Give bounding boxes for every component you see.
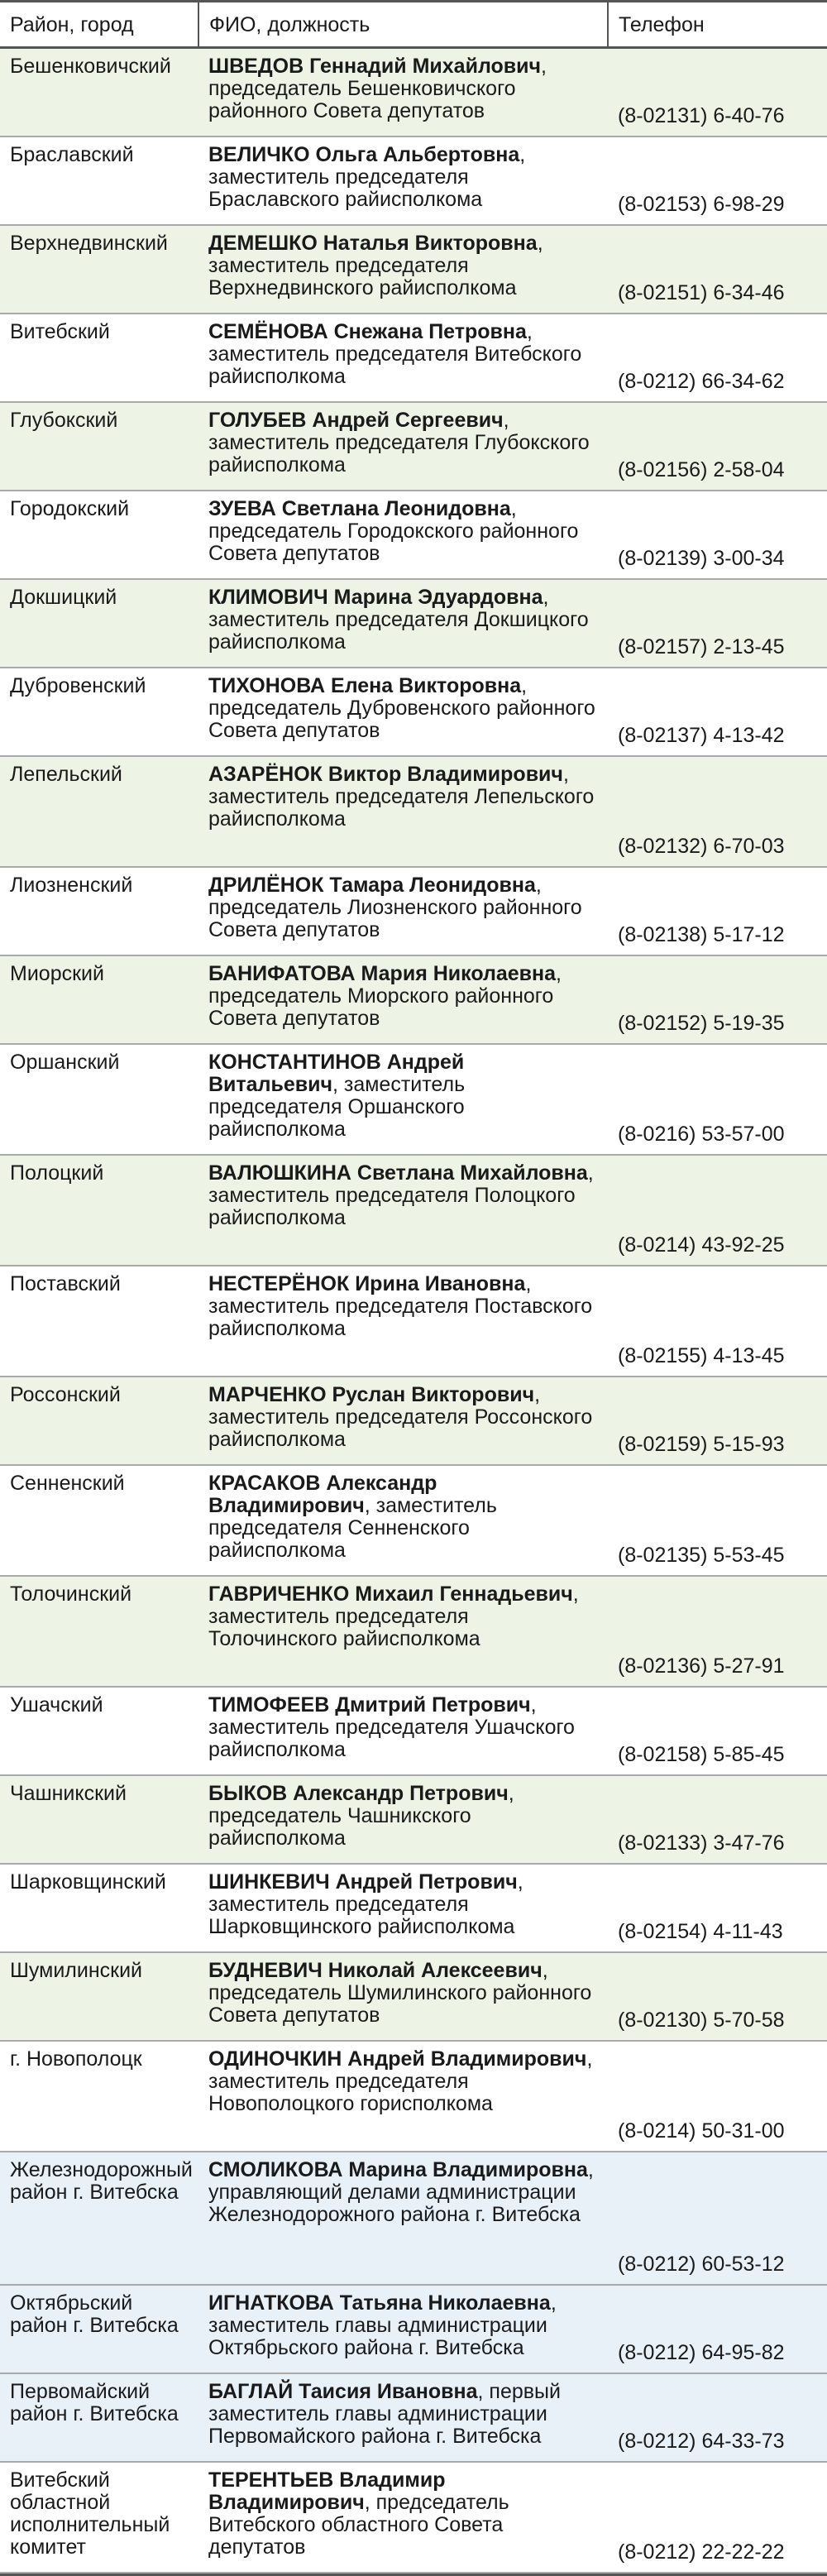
person-name: ГАВРИЧЕНКО Михаил Геннадьевич — [208, 1582, 573, 1606]
table-row — [0, 2285, 827, 2373]
table-bottom-rule — [0, 2573, 827, 2575]
person-cell — [198, 48, 608, 136]
table-row — [0, 1864, 827, 1952]
phone-cell: (8-02131) 6-40-76 — [608, 48, 827, 136]
table-row — [0, 225, 827, 314]
person-name: ИГНАТКОВА Татьяна Николаевна — [208, 2291, 551, 2315]
person-position: , заместитель председателя Ушачского райисполкома — [208, 1693, 575, 1761]
person-name: НЕСТЕРЁНОК Ирина Ивановна — [208, 1271, 526, 1295]
district-cell: Лиозненский — [0, 867, 198, 955]
district-cell: Чашникский — [0, 1775, 198, 1864]
table-row — [0, 2373, 827, 2462]
person-position: , председатель Чашникского райисполкома — [208, 1781, 514, 1850]
district-cell: Первомайский район г. Витебска — [0, 2373, 198, 2462]
district-cell: Бешенковичский — [0, 48, 198, 136]
phone-cell: (8-02139) 3-00-34 — [608, 491, 827, 579]
district-cell: Витебский — [0, 314, 198, 402]
person-name: ТИМОФЕЕВ Дмитрий Петрович — [208, 1693, 531, 1717]
person-position: , заместитель председателя Глубокского райисполкома — [208, 408, 590, 476]
district-cell: Миорский — [0, 955, 198, 1044]
phone-cell: (8-0212) 22-22-22 — [608, 2462, 827, 2573]
phone-cell: (8-02153) 6-98-29 — [608, 136, 827, 225]
person-position: , заместитель председателя Браславского райисполкома — [208, 142, 526, 211]
person-name: ЗУЕВА Светлана Леонидовна — [208, 496, 511, 520]
person-name: ОДИНОЧКИН Андрей Владимирович — [208, 2047, 587, 2071]
person-cell — [198, 1952, 608, 2041]
person-position: , председатель Городокского районного Совета депутатов — [208, 496, 579, 565]
person-name: СЕМЁНОВА Снежана Петровна — [208, 319, 527, 343]
person-position: , заместитель председателя Поставского райисполкома — [208, 1271, 593, 1340]
person-name: ШИНКЕВИЧ Андрей Петрович — [208, 1870, 518, 1894]
person-name: КЛИМОВИЧ Марина Эдуардовна — [208, 585, 543, 609]
phone-cell: (8-0212) 60-53-12 — [608, 2152, 827, 2285]
table-row — [0, 2462, 827, 2573]
person-position: , заместитель председателя Толочинского райисполкома — [208, 1582, 579, 1650]
person-cell — [198, 402, 608, 491]
table-row — [0, 1576, 827, 1687]
person-position: , заместитель председателя Полоцкого райисполкома — [208, 1161, 594, 1229]
district-cell: Верхнедвинский — [0, 225, 198, 314]
person-cell — [198, 2041, 608, 2152]
phone-cell: (8-0214) 50-31-00 — [608, 2041, 827, 2152]
person-position: , заместитель председателя Шарковщинского райисполкома — [208, 1870, 523, 1938]
person-name: ГОЛУБЕВ Андрей Сергеевич — [208, 408, 504, 432]
person-position: , председатель Витебского областного Совета депутатов — [208, 2490, 509, 2559]
person-position: , председатель Лиозненского районного Совета депутатов — [208, 873, 582, 941]
district-cell: Полоцкий — [0, 1155, 198, 1266]
district-cell: Глубокский — [0, 402, 198, 491]
phone-cell: (8-02151) 6-34-46 — [608, 225, 827, 314]
person-name: БЫКОВ Александр Петрович — [208, 1781, 509, 1805]
district-cell: Браславский — [0, 136, 198, 225]
person-cell — [198, 2462, 608, 2573]
person-cell — [198, 1465, 608, 1576]
district-cell: Дубровенский — [0, 668, 198, 756]
person-cell — [198, 1377, 608, 1465]
table-row — [0, 402, 827, 491]
column-header-district: Район, город — [0, 2, 198, 48]
person-cell — [198, 2373, 608, 2462]
person-cell — [198, 1864, 608, 1952]
person-name: ДЕМЕШКО Наталья Викторовна — [208, 231, 538, 255]
person-name: ТЕРЕНТЬЕВ Владимир Владимирович — [208, 2468, 446, 2514]
table-row — [0, 2041, 827, 2152]
person-name: КРАСАКОВ Александр Владимирович — [208, 1471, 437, 1517]
person-position: , заместитель председателя Верхнедвинского райисполкома — [208, 231, 543, 299]
person-position: , заместитель председателя Сенненского райисполкома — [208, 1493, 497, 1562]
person-name: ДРИЛЁНОК Тамара Леонидовна — [208, 873, 536, 897]
person-cell — [198, 1576, 608, 1687]
phone-cell: (8-02137) 4-13-42 — [608, 668, 827, 756]
table-row — [0, 2152, 827, 2285]
table-header — [0, 2, 827, 48]
person-position: , председатель Миорского районного Совета депутатов — [208, 961, 562, 1030]
phone-cell: (8-02158) 5-85-45 — [608, 1687, 827, 1775]
person-name: АЗАРЁНОК Виктор Владимирович — [208, 762, 563, 786]
table-row — [0, 1465, 827, 1576]
person-cell — [198, 1044, 608, 1155]
person-cell — [198, 955, 608, 1044]
person-position: , заместитель председателя Докшицкого райисполкома — [208, 585, 589, 654]
table-row — [0, 491, 827, 579]
phone-cell: (8-02136) 5-27-91 — [608, 1576, 827, 1687]
district-cell: Октябрьский район г. Витебска — [0, 2285, 198, 2373]
phone-cell: (8-02133) 3-47-76 — [608, 1775, 827, 1864]
phone-cell: (8-02132) 6-70-03 — [608, 756, 827, 867]
table-row — [0, 48, 827, 136]
district-cell: Железнодорожный район г. Витебска — [0, 2152, 198, 2285]
phone-cell: (8-02138) 5-17-12 — [608, 867, 827, 955]
person-position: , заместитель председателя Витебского райисполкома — [208, 319, 582, 388]
district-cell: Лепельский — [0, 756, 198, 867]
person-cell — [198, 668, 608, 756]
district-cell: Шарковщинский — [0, 1864, 198, 1952]
person-position: , первый заместитель главы администрации Первомайского района г. Витебска — [208, 2379, 561, 2448]
district-cell: Шумилинский — [0, 1952, 198, 2041]
phone-cell: (8-02157) 2-13-45 — [608, 579, 827, 668]
district-cell: г. Новополоцк — [0, 2041, 198, 2152]
person-name: КОНСТАНТИНОВ Андрей Витальевич — [208, 1050, 465, 1096]
district-cell: Поставский — [0, 1266, 198, 1377]
table-row — [0, 955, 827, 1044]
table-row — [0, 1266, 827, 1377]
person-cell — [198, 2152, 608, 2285]
person-cell — [198, 225, 608, 314]
phone-cell: (8-0216) 53-57-00 — [608, 1044, 827, 1155]
person-cell — [198, 1687, 608, 1775]
phone-cell: (8-0214) 43-92-25 — [608, 1155, 827, 1266]
person-cell — [198, 1775, 608, 1864]
district-cell: Ушачский — [0, 1687, 198, 1775]
person-position: , заместитель председателя Оршанского райисполкома — [208, 1072, 466, 1141]
phone-cell: (8-0212) 64-95-82 — [608, 2285, 827, 2373]
district-cell: Россонский — [0, 1377, 198, 1465]
phone-cell: (8-0212) 66-34-62 — [608, 314, 827, 402]
table-row — [0, 1775, 827, 1864]
table-body — [0, 48, 827, 2573]
person-name: ТИХОНОВА Елена Викторовна — [208, 673, 522, 697]
phone-cell: (8-02159) 5-15-93 — [608, 1377, 827, 1465]
person-name: БАГЛАЙ Таисия Ивановна — [208, 2379, 478, 2403]
table-row — [0, 756, 827, 867]
person-position: , заместитель председателя Россонского райисполкома — [208, 1382, 593, 1451]
person-name: ВЕЛИЧКО Ольга Альбертовна — [208, 142, 520, 166]
person-cell — [198, 579, 608, 668]
table-row — [0, 668, 827, 756]
table-row — [0, 1952, 827, 2041]
phone-cell: (8-02155) 4-13-45 — [608, 1266, 827, 1377]
table-row — [0, 1044, 827, 1155]
person-position: , председатель Шумилинского районного Совета депутатов — [208, 1958, 592, 2027]
district-cell: Докшицкий — [0, 579, 198, 668]
district-cell: Толочинский — [0, 1576, 198, 1687]
person-cell — [198, 136, 608, 225]
district-cell: Оршанский — [0, 1044, 198, 1155]
person-name: СМОЛИКОВА Марина Владимировна — [208, 2157, 588, 2181]
person-cell — [198, 867, 608, 955]
person-position: , управляющий делами администрации Железнодорожного района г. Витебска — [208, 2157, 594, 2226]
person-position: , заместитель председателя Лепельского райисполкома — [208, 762, 595, 831]
person-name: МАРЧЕНКО Руслан Викторович — [208, 1382, 535, 1406]
phone-cell: (8-02130) 5-70-58 — [608, 1952, 827, 2041]
phone-cell: (8-02156) 2-58-04 — [608, 402, 827, 491]
person-name: ВАЛЮШКИНА Светлана Михайловна — [208, 1161, 588, 1185]
person-cell — [198, 1155, 608, 1266]
person-cell — [198, 314, 608, 402]
person-cell — [198, 2285, 608, 2373]
table-row — [0, 579, 827, 668]
person-position: , заместитель главы администрации Октябрьского района г. Витебска — [208, 2291, 557, 2359]
phone-cell: (8-02152) 5-19-35 — [608, 955, 827, 1044]
column-header-phone: Телефон — [608, 2, 827, 48]
district-cell: Городокский — [0, 491, 198, 579]
table-row — [0, 867, 827, 955]
phone-cell: (8-02154) 4-11-43 — [608, 1864, 827, 1952]
person-name: БАНИФАТОВА Мария Николаевна — [208, 961, 557, 985]
district-cell: Сенненский — [0, 1465, 198, 1576]
column-header-person: ФИО, должность — [198, 2, 608, 48]
phone-cell: (8-02135) 5-53-45 — [608, 1465, 827, 1576]
table-row — [0, 1377, 827, 1465]
person-name: БУДНЕВИЧ Николай Алексеевич — [208, 1958, 543, 1982]
phone-cell: (8-0212) 64-33-73 — [608, 2373, 827, 2462]
person-position: , председатель Бешенковичского районного Совета депутатов — [208, 55, 547, 122]
district-cell: Витебский областной исполнительный комитет — [0, 2462, 198, 2573]
table-row — [0, 314, 827, 402]
person-cell — [198, 491, 608, 579]
table-row — [0, 136, 827, 225]
person-position: , заместитель председателя Новополоцкого горисполкома — [208, 2047, 593, 2115]
person-cell — [198, 1266, 608, 1377]
person-name: ШВЕДОВ Геннадий Михайлович — [208, 55, 542, 78]
table-row — [0, 1687, 827, 1775]
person-cell — [198, 756, 608, 867]
person-position: , председатель Дубровенского районного Совета депутатов — [208, 673, 595, 742]
table-row — [0, 1155, 827, 1266]
